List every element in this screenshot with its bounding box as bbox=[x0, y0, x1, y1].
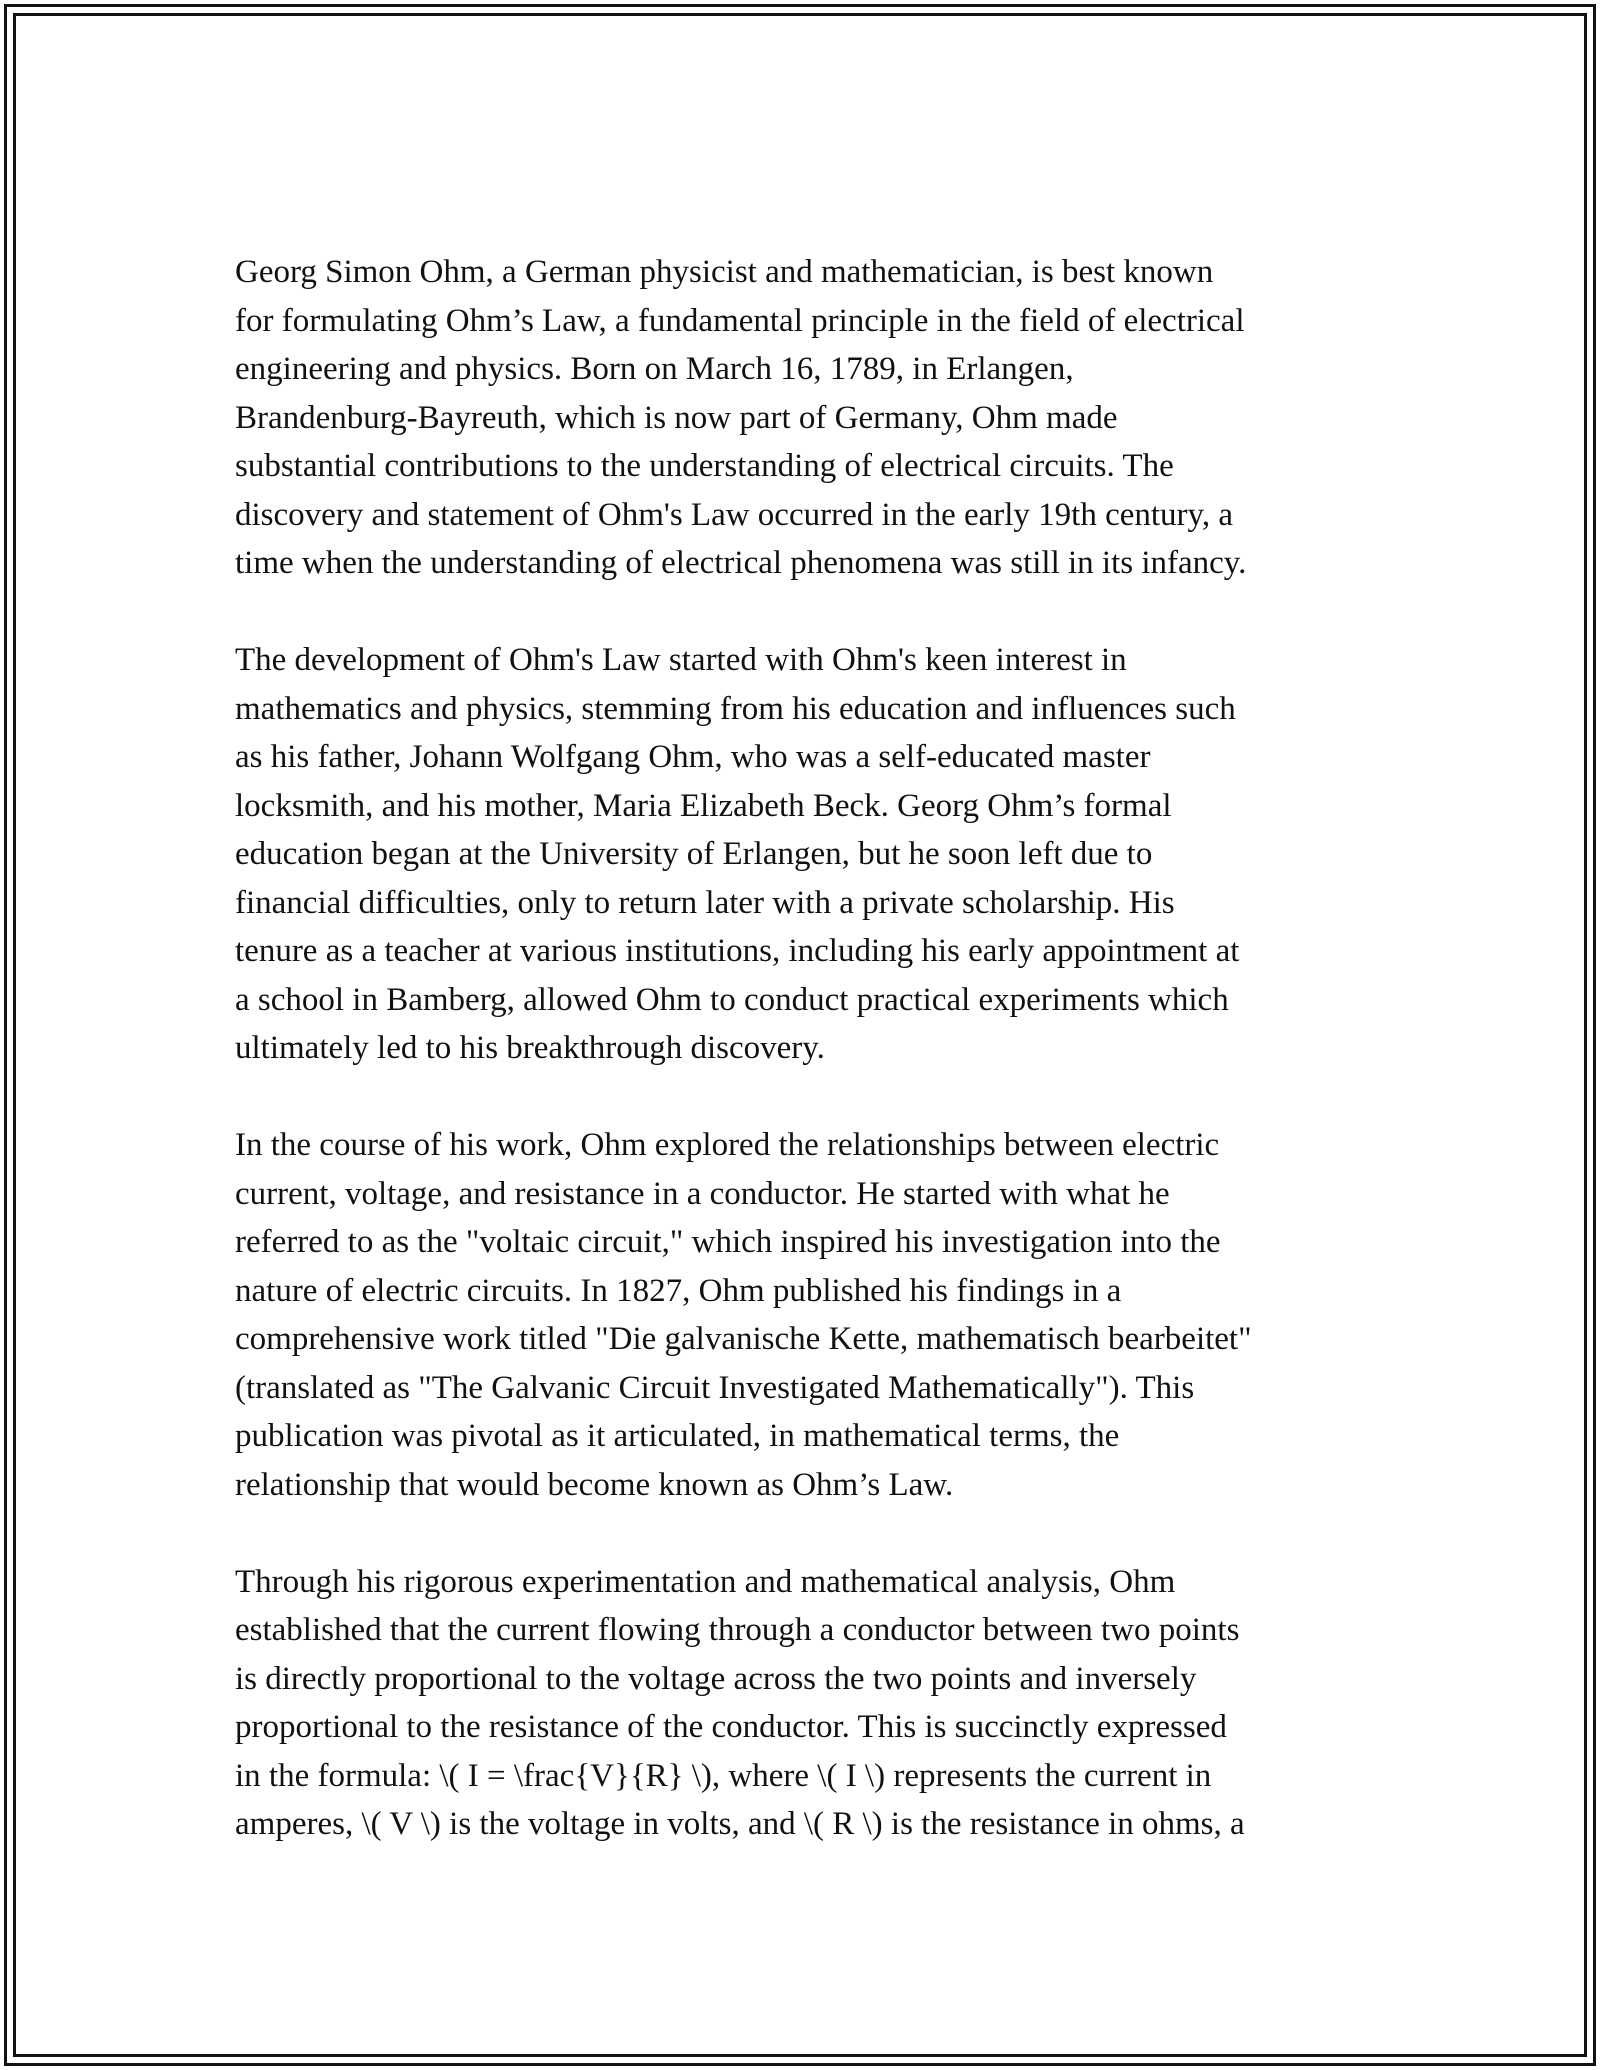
text-line: established that the current flowing through a conductor between two points bbox=[235, 1612, 1240, 1648]
text-line: Brandenburg-Bayreuth, which is now part of Germany, Ohm made bbox=[235, 399, 1118, 436]
paragraph-2 bbox=[235, 636, 1370, 1073]
text-line: mathematics and physics, stemming from his education and influences such bbox=[235, 690, 1236, 727]
text-line: locksmith, and his mother, Maria Elizabeth Beck. Georg Ohm’s formal bbox=[235, 787, 1172, 824]
text-line: is directly proportional to the voltage across the two points and inversely bbox=[235, 1660, 1197, 1697]
text-line: in the formula: \( I = \frac{V}{R} \), where \( I \) represents the current in bbox=[235, 1757, 1212, 1794]
text-line: ultimately led to his breakthrough discovery. bbox=[235, 1030, 825, 1066]
text-line: Through his rigorous experimentation and mathematical analysis, Ohm bbox=[235, 1563, 1176, 1600]
text-line: as his father, Johann Wolfgang Ohm, who was a self-educated master bbox=[235, 739, 1151, 775]
text-line: In the course of his work, Ohm explored the relationships between electric bbox=[235, 1127, 1220, 1163]
paragraph-1 bbox=[235, 248, 1370, 588]
text-line: nature of electric circuits. In 1827, Ohm published his findings in a bbox=[235, 1272, 1122, 1309]
text-line: a school in Bamberg, allowed Ohm to conduct practical experiments which bbox=[235, 981, 1229, 1018]
text-line: publication was pivotal as it articulated, in mathematical terms, the bbox=[235, 1418, 1120, 1454]
text-line: for formulating Ohm’s Law, a fundamental principle in the field of electrical bbox=[235, 302, 1245, 339]
text-line: Georg Simon Ohm, a German physicist and mathematician, is best known bbox=[235, 254, 1214, 290]
text-line: time when the understanding of electrical phenomena was still in its infancy. bbox=[235, 545, 1247, 581]
text-line: referred to as the "voltaic circuit," which inspired his investigation into the bbox=[235, 1224, 1221, 1260]
text-line: amperes, \( V \) is the voltage in volts, and \( R \) is the resistance in ohms, a bbox=[235, 1806, 1245, 1842]
paragraph-4 bbox=[235, 1558, 1370, 1849]
text-line: financial difficulties, only to return later with a private scholarship. His bbox=[235, 884, 1175, 921]
text-line: (translated as "The Galvanic Circuit Investigated Mathematically"). This bbox=[235, 1369, 1195, 1406]
text-line: tenure as a teacher at various institutions, including his early appointment at bbox=[235, 933, 1240, 969]
text-line: proportional to the resistance of the conductor. This is succinctly expressed bbox=[235, 1709, 1227, 1745]
paragraph-3 bbox=[235, 1121, 1370, 1509]
text-line: current, voltage, and resistance in a conductor. He started with what he bbox=[235, 1175, 1170, 1212]
text-line: education began at the University of Erlangen, but he soon left due to bbox=[235, 836, 1153, 872]
text-line: comprehensive work titled "Die galvanische Kette, mathematisch bearbeitet" bbox=[235, 1321, 1252, 1357]
text-line: discovery and statement of Ohm's Law occurred in the early 19th century, a bbox=[235, 496, 1234, 533]
text-line: relationship that would become known as Ohm’s Law. bbox=[235, 1466, 954, 1503]
text-line: engineering and physics. Born on March 16, 1789, in Erlangen, bbox=[235, 351, 1074, 387]
document-body bbox=[235, 248, 1370, 1897]
text-line: The development of Ohm's Law started with Ohm's keen interest in bbox=[235, 642, 1127, 678]
text-line: substantial contributions to the understanding of electrical circuits. The bbox=[235, 448, 1174, 484]
